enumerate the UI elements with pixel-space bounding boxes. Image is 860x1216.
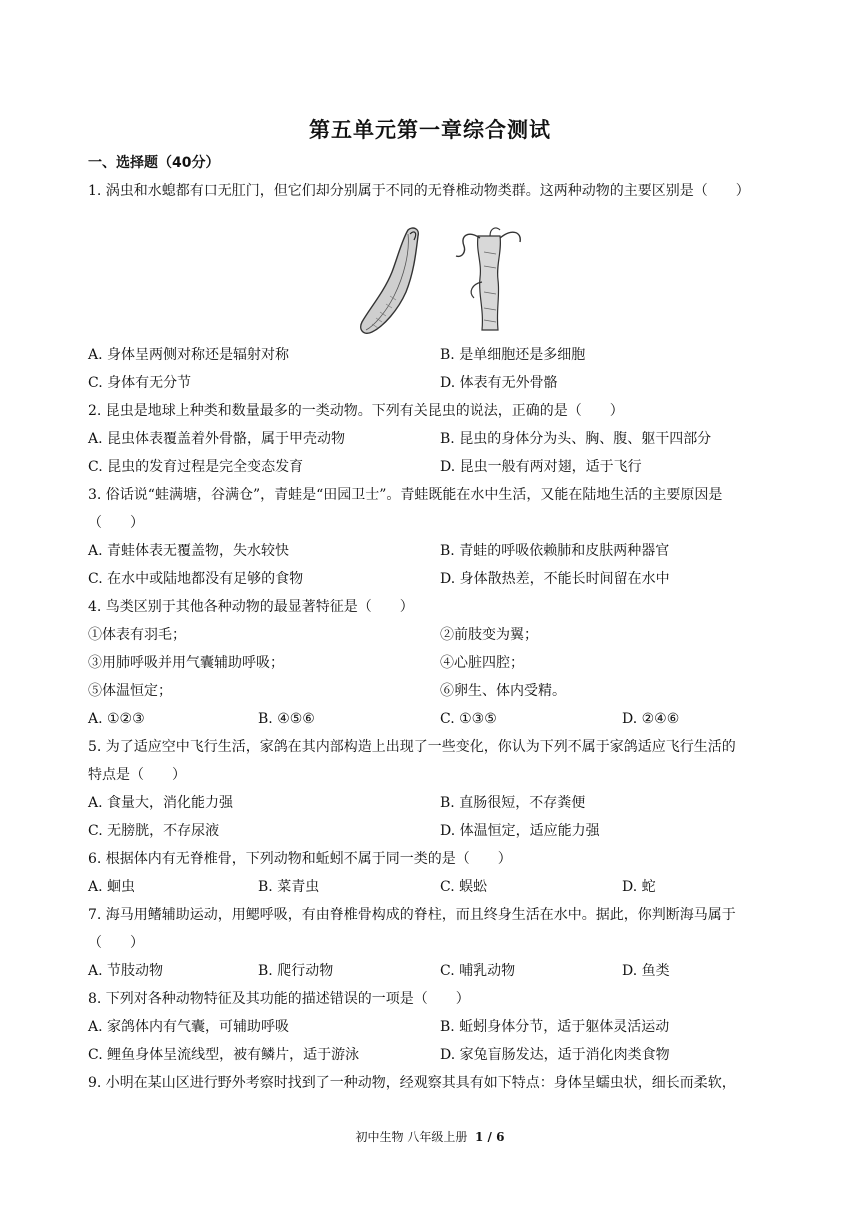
question-stem: 2. 昆虫是地球上种类和数量最多的一类动物。下列有关昆虫的说法，正确的是（ ） [88,403,624,419]
option-d: D. 昆虫一般有两对翅，适于飞行 [440,459,642,475]
option-d: D. 鱼类 [622,963,670,979]
option-b: B. ④⑤⑥ [258,711,315,727]
statement-item: ③用肺呼吸并用气囊辅助呼吸； [88,655,284,671]
question-stem: 5. 为了适应空中飞行生活，家鸽在其内部构造上出现了一些变化，你认为下列不属于家鸽适应飞行生活的 [88,739,736,755]
option-c: C. 鲤鱼身体呈流线型，被有鳞片，适于游泳 [88,1047,360,1063]
option-b: B. 菜青虫 [258,879,320,895]
flatworm-hydra-figure [350,222,530,338]
section-heading: 一、选择题（40分） [88,155,220,171]
question-stem: 9. 小明在某山区进行野外考察时找到了一种动物，经观察其具有如下特点：身体呈蠕虫状，细长而柔软， [88,1075,736,1091]
statement-item: ④心脏四腔； [440,655,524,671]
option-c: C. 在水中或陆地都没有足够的食物 [88,571,304,587]
question-stem: 1. 涡虫和水螅都有口无肛门，但它们却分别属于不同的无脊椎动物类群。这两种动物的主要区别是（ ） [88,183,750,199]
question-stem: 3. 俗话说“蛙满塘，谷满仓”，青蛙是“田园卫士”。青蛙既能在水中生活，又能在陆地生活的主要原因是 [88,487,723,503]
option-b: B. 青蛙的呼吸依赖肺和皮肤两种器官 [440,543,670,559]
option-b: B. 是单细胞还是多细胞 [440,347,586,363]
option-b: B. 直肠很短，不存粪便 [440,795,586,811]
option-d: D. 蛇 [622,879,656,895]
option-b: B. 爬行动物 [258,963,334,979]
option-a: A. 家鸽体内有气囊，可辅助呼吸 [88,1019,290,1035]
page-footer [0,1128,860,1145]
option-d: D. 体温恒定，适应能力强 [440,823,600,839]
option-a: A. 昆虫体表覆盖着外骨骼，属于甲壳动物 [88,431,346,447]
flatworm-drawing [361,228,419,333]
option-a: A. 蛔虫 [88,879,136,895]
question-stem: 6. 根据体内有无脊椎骨，下列动物和蚯蚓不属于同一类的是（ ） [88,851,512,867]
statement-item: ②前肢变为翼； [440,627,538,643]
option-d: D. 身体散热差，不能长时间留在水中 [440,571,670,587]
option-d: D. 体表有无外骨骼 [440,375,558,391]
option-d: D. 家兔盲肠发达，适于消化肉类食物 [440,1047,670,1063]
question-stem: 4. 鸟类区别于其他各种动物的最显著特征是（ ） [88,599,414,615]
question-stem: 8. 下列对各种动物特征及其功能的描述错误的一项是（ ） [88,991,470,1007]
option-b: B. 蚯蚓身体分节，适于躯体灵活运动 [440,1019,670,1035]
question-stem: 7. 海马用鳍辅助运动，用鳃呼吸，有由脊椎骨构成的脊柱，而且终身生活在水中。据此，你判断海马属于 [88,907,736,923]
statement-item: ⑤体温恒定； [88,683,172,699]
question-stem-continued: （ ） [88,515,144,531]
option-d: D. ②④⑥ [622,711,680,727]
option-a: A. ①②③ [88,711,145,727]
question-stem-continued: 特点是（ ） [88,767,186,783]
option-b: B. 昆虫的身体分为头、胸、腹、躯干四部分 [440,431,712,447]
option-a: A. 节肢动物 [88,963,164,979]
option-a: A. 食量大，消化能力强 [88,795,234,811]
page-number: 1 / 6 [475,1130,505,1144]
statement-item: ⑥卵生、体内受精。 [440,683,566,699]
option-a: A. 身体呈两侧对称还是辐射对称 [88,347,290,363]
option-a: A. 青蛙体表无覆盖物，失水较快 [88,543,290,559]
option-c: C. 蜈蚣 [440,879,488,895]
footer-course: 初中生物 八年级上册 [355,1130,468,1144]
option-c: C. 昆虫的发育过程是完全变态发育 [88,459,304,475]
option-c: C. 无膀胱，不存尿液 [88,823,220,839]
question-stem-continued: （ ） [88,935,144,951]
option-c: C. ①③⑤ [440,711,497,727]
statement-item: ①体表有羽毛； [88,627,186,643]
option-c: C. 身体有无分节 [88,375,192,391]
option-c: C. 哺乳动物 [440,963,516,979]
hydra-drawing [456,228,520,330]
page-title: 第五单元第一章综合测试 [309,118,551,142]
